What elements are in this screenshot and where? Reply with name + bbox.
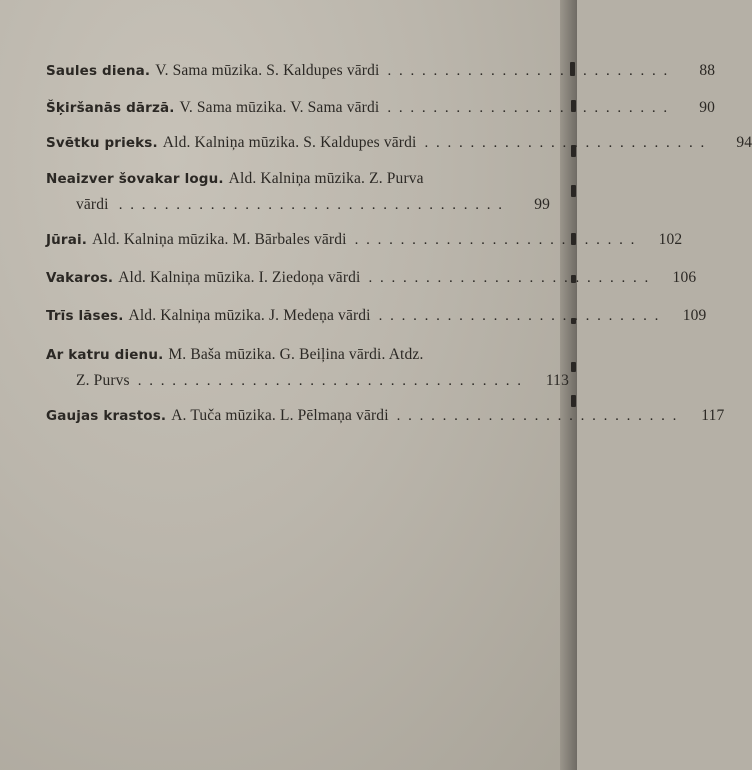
toc-entry [46, 166, 550, 218]
page-number: 94 [736, 134, 752, 151]
page-number: 88 [699, 62, 716, 79]
song-credits: M. Baša mūzika. G. Beiļina vārdi. Atdz. [168, 346, 424, 363]
page-number: 106 [672, 269, 697, 286]
song-title: Šķiršanās dārzā. [46, 100, 175, 116]
song-credits: V. Sama mūzika. S. Kaldupes vārdi [155, 62, 380, 79]
song-title: Jūrai. [46, 232, 88, 248]
song-title: Gaujas krastos. [46, 408, 167, 424]
song-credits: Ald. Kalniņa mūzika. S. Kaldupes vārdi [162, 134, 417, 151]
song-title: Trīs lāses. [46, 308, 124, 324]
toc-entry [46, 95, 716, 121]
dot-leader: . . . . . . . . . . . . . . . . . . . . . . . . . [354, 232, 637, 248]
song-title: Neaizver šovakar logu. [46, 171, 224, 187]
page-number: 109 [682, 307, 707, 324]
song-title: Ar katru dienu. [46, 347, 164, 363]
song-title: Vakaros. [46, 270, 114, 286]
edge-mark [571, 362, 576, 372]
dot-leader: . . . . . . . . . . . . . . . . . . . . . . . . . [368, 270, 651, 286]
song-title: Saules diena. [46, 63, 151, 79]
dot-leader: . . . . . . . . . . . . . . . . . . . . . . . . . [396, 408, 679, 424]
song-credits: Ald. Kalniņa mūzika. Z. Purva [228, 170, 424, 187]
song-credits: Ald. Kalniņa mūzika. J. Medeņa vārdi [128, 307, 371, 324]
song-credits: A. Tuča mūzika. L. Pēlmaņa vārdi [171, 407, 389, 424]
song-credits: V. Sama mūzika. V. Sama vārdi [179, 99, 380, 116]
edge-mark [571, 185, 576, 197]
toc-entry [46, 342, 569, 394]
toc-entry [46, 303, 707, 329]
dot-leader: . . . . . . . . . . . . . . . . . . . . . . . . . [387, 63, 670, 79]
toc-entry [46, 403, 725, 429]
dot-leader: . . . . . . . . . . . . . . . . . . . . . . . . . [378, 308, 661, 324]
page-number: 113 [545, 372, 569, 389]
dot-leader: . . . . . . . . . . . . . . . . . . . . . . . . . [424, 135, 707, 151]
page-number: 99 [534, 196, 550, 213]
toc-entry [46, 58, 716, 84]
dot-leader: . . . . . . . . . . . . . . . . . . . . . . . . . [387, 100, 670, 116]
song-title: Svētku prieks. [46, 135, 158, 151]
song-credits-continued: Z. Purvs [76, 372, 130, 389]
song-credits: Ald. Kalniņa mūzika. I. Ziedoņa vārdi [118, 269, 361, 286]
dot-leader: . . . . . . . . . . . . . . . . . . . . . . . . . . . . . . . . . . [137, 373, 523, 389]
toc-entry [46, 227, 683, 253]
page-number: 90 [699, 99, 716, 116]
page-number: 102 [658, 231, 683, 248]
table-of-contents [46, 58, 752, 429]
toc-entry [46, 265, 697, 291]
toc-entry [46, 130, 752, 156]
dot-leader: . . . . . . . . . . . . . . . . . . . . . . . . . . . . . . . . . . [118, 197, 504, 213]
song-credits-continued: vārdi [76, 196, 109, 213]
song-credits: Ald. Kalniņa mūzika. M. Bārbales vārdi [92, 231, 347, 248]
page-number: 117 [701, 407, 725, 424]
